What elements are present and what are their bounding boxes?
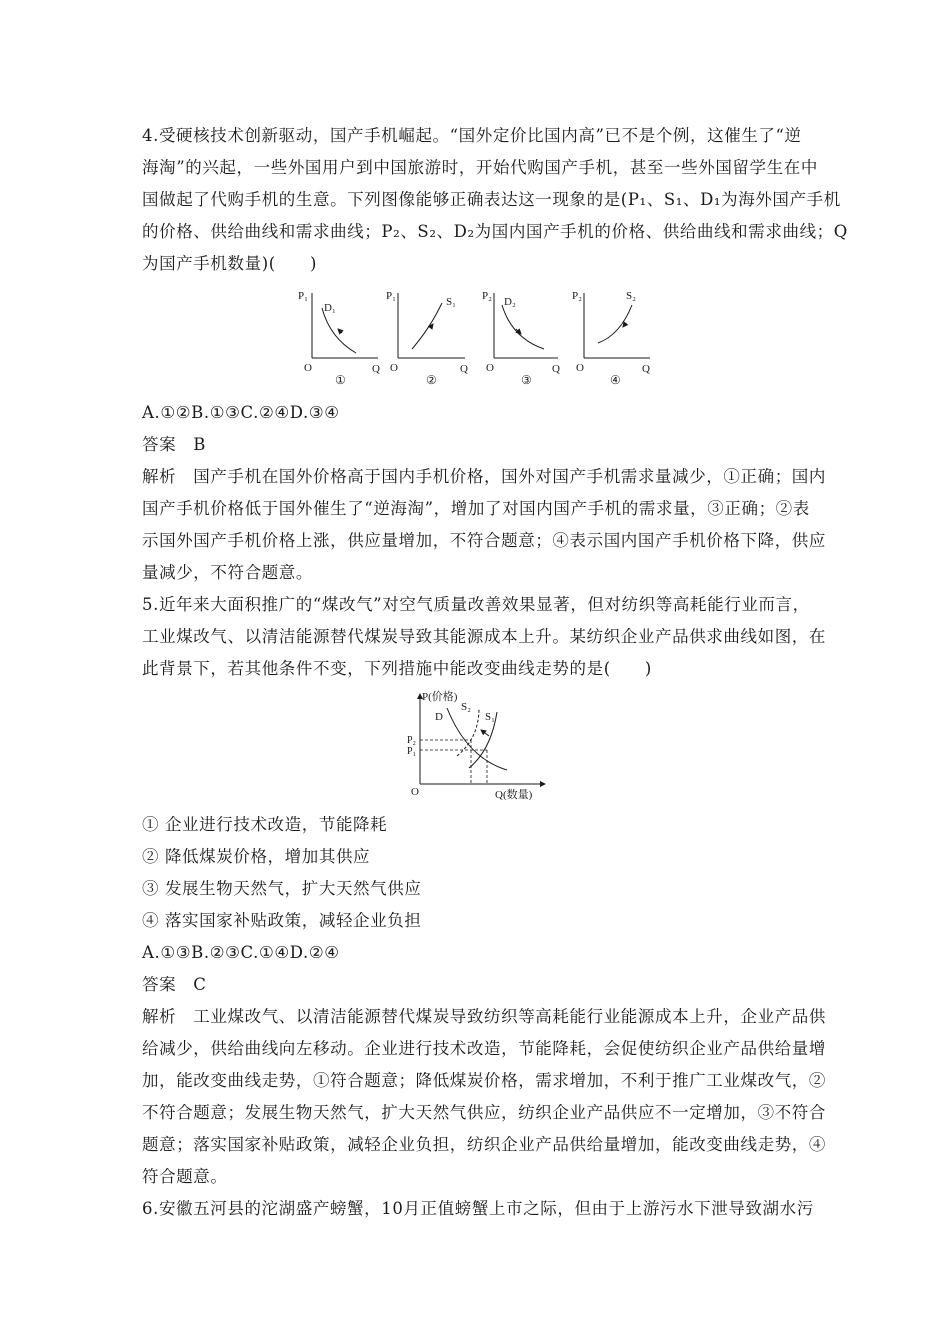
q4-graph-2-origin: O [390,362,398,374]
q5-graph-p1-label: P₁ [407,746,417,757]
q4-options: A.①②B.①③C.②④D.③④ [142,403,340,422]
q6-line-1: 6.安徽五河县的沱湖盛产螃蟹，10月正值螃蟹上市之际，但由于上游污水下泄导致湖水污 [142,1199,814,1218]
q4-line-3: 国做起了代购手机的生意。下列图像能够正确表达这一现象的是(P₁、S₁、D₁为海外国产手机 [142,190,841,209]
q5-graph-ylabel: P(价格) [422,691,458,703]
q4-graph-2 [386,290,468,387]
q5-item-2: ② 降低煤炭价格，增加其供应 [142,847,371,866]
q5-analysis-5: 题意；落实国家补贴政策，减轻企业负担，纺织企业产品供给量增加，能改变曲线走势，④ [142,1135,826,1154]
q4-graph-1-num: ① [335,373,346,387]
q4-graph-1-origin: O [304,362,312,374]
q4-analysis-1: 解析 国产手机在国外价格高于国内手机价格，国外对国产手机需求量减少，①正确；国内 [142,467,826,486]
q4-graph-3-curve-label: D₂ [504,296,516,308]
q5-graph [395,688,555,808]
q4-graph-2-ylabel: P₁ [386,290,396,302]
q5-graph-d-label: D [435,711,443,723]
q4-graph-4-num: ④ [610,373,621,387]
q4-line-2: 海淘”的兴起，一些外国用户到中国旅游时，开始代购国产手机，甚至一些外国留学生在中 [142,158,818,177]
q4-graph-4-ylabel: P₂ [572,290,582,302]
q4-graph-4-curve-label: S₂ [626,290,636,302]
q4-line-1: 4.受硬核技术创新驱动，国产手机崛起。“国外定价比国内高”已不是个例，这催生了“逆 [142,126,802,145]
q4-graph-4-origin: O [576,362,584,374]
q4-analysis-2: 国产手机价格低于国外催生了“逆海淘”，增加了对国内国产手机的需求量，③正确；②表 [142,499,810,518]
q4-graph-3-ylabel: P₂ [482,290,492,302]
q4-answer: 答案 B [142,435,207,454]
q4-graph-4 [572,290,650,387]
q4-graph-3-origin: O [486,362,494,374]
q5-analysis-1: 解析 工业煤改气、以清洁能源替代煤炭导致纺织等高耗能行业能源成本上升，企业产品供 [142,1007,826,1026]
q4-graph-2-curve-label: S₁ [446,296,456,308]
q5-analysis-4: 不符合题意；发展生物天然气，扩大天然气供应，纺织企业产品供应不一定增加，③不符合 [142,1103,826,1122]
q5-analysis-3: 加，能改变曲线走势，①符合题意；降低煤炭价格，需求增加，不利于推广工业煤改气，② [142,1071,826,1090]
q5-answer: 答案 C [142,975,207,994]
q4-graph-4-xlabel: Q [642,363,650,375]
q4-graph-3-xlabel: Q [552,363,560,375]
q4-graph-3 [482,290,560,387]
q5-analysis-6: 符合题意。 [142,1167,228,1186]
q5-options: A.①③B.②③C.①④D.②④ [142,943,340,962]
q4-analysis-3: 示国外国产手机价格上涨，供应量增加，不符合题意；④表示国内国产手机价格下降，供应 [142,531,826,550]
q5-line-1: 5.近年来大面积推广的“煤改气”对空气质量改善效果显著，但对纺织等高耗能行业而言， [142,595,810,614]
q5-item-4: ④ 落实国家补贴政策，减轻企业负担 [142,911,422,930]
q4-graph-1-xlabel: Q [372,363,380,375]
q4-graphs [290,283,660,393]
q5-graph-s2-label: S₂ [461,701,471,713]
q4-line-4: 的价格、供给曲线和需求曲线；P₂、S₂、D₂为国内国产手机的价格、供给曲线和需求曲线；Q [142,222,848,241]
q4-graph-2-num: ② [426,373,437,387]
q5-graph-p2-label: P₂ [407,735,417,746]
q5-item-1: ① 企业进行技术改造，节能降耗 [142,815,388,834]
q5-line-2: 工业煤改气、以清洁能源替代煤炭导致其能源成本上升。某纺织企业产品供求曲线如图，在 [142,627,826,646]
q4-graph-1-ylabel: P₁ [298,290,308,302]
q4-graph-3-num: ③ [521,373,532,387]
q5-line-3: 此背景下，若其他条件不变，下列措施中能改变曲线走势的是( ) [142,659,652,678]
q4-graph-1-curve-label: D₁ [324,302,336,314]
q4-analysis-4: 量减少，不符合题意。 [142,563,313,582]
q4-graph-1 [298,290,380,387]
q5-graph-s1-label: S₁ [485,711,495,723]
q5-analysis-2: 给减少，供给曲线向左移动。企业进行技术改造，节能降耗，会促使纺织企业产品供给量增 [142,1039,826,1058]
q5-graph-origin: O [411,786,419,798]
q4-graph-2-xlabel: Q [460,363,468,375]
q5-item-3: ③ 发展生物天然气，扩大天然气供应 [142,879,422,898]
q4-line-5: 为国产手机数量)( ) [142,254,318,273]
q5-graph-xlabel: Q(数量) [495,789,533,801]
